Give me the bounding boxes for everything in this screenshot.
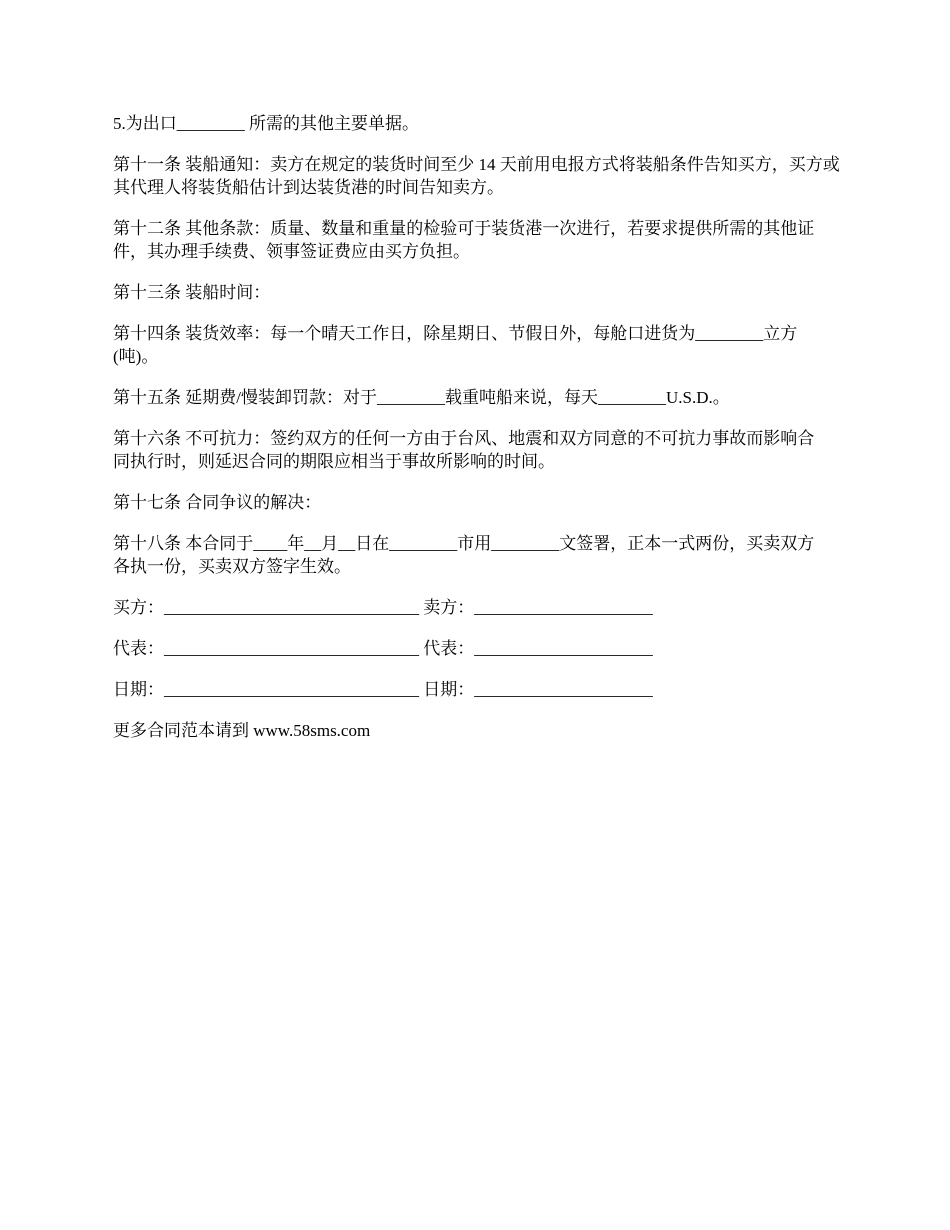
clause-18-signing: 第十八条 本合同于____年__月__日在________市用________文签署，正本一式两份，买卖双方各执一份，买卖双方签字生效。: [113, 534, 815, 576]
clause-17-dispute-resolution: 第十七条 合同争议的解决：: [113, 493, 322, 512]
signature-row-representative: 代表：______________________________ 代表：_____________________: [113, 639, 653, 658]
clause-13-shipping-time: 第十三条 装船时间：: [113, 283, 271, 302]
document-body: [113, 112, 843, 760]
clause-12-other-terms: 第十二条 其他条款：质量、数量和重量的检验可于装货港一次进行，若要求提供所需的其他证件，其办理手续费、领事签证费应由买方负担。: [113, 219, 815, 261]
clause-14-loading-efficiency: 第十四条 装货效率：每一个晴天工作日，除星期日、节假日外，每舱口进货为________立方(吨)。: [113, 324, 798, 366]
clause-16-force-majeure: 第十六条 不可抗力：签约双方的任何一方由于台风、地震和双方同意的不可抗力事故而影响合同执行时，则延迟合同的期限应相当于事故所影响的时间。: [113, 429, 815, 471]
clause-11-shipping-notice: 第十一条 装船通知：卖方在规定的装货时间至少 14 天前用电报方式将装船条件告知买方，买方或其代理人将装货船估计到达装货港的时间告知卖方。: [113, 155, 840, 197]
signature-row-date: 日期：______________________________ 日期：_____________________: [113, 680, 653, 699]
clause-export-documents: 5.为出口________ 所需的其他主要单据。: [113, 114, 419, 133]
footer-more-templates: 更多合同范本请到 www.58sms.com: [113, 721, 371, 740]
signature-row-buyer-seller: 买方：______________________________ 卖方：_____________________: [113, 598, 653, 617]
clause-15-demurrage: 第十五条 延期费/慢装卸罚款：对于________载重吨船来说，每天________U.S.D.。: [113, 388, 730, 407]
